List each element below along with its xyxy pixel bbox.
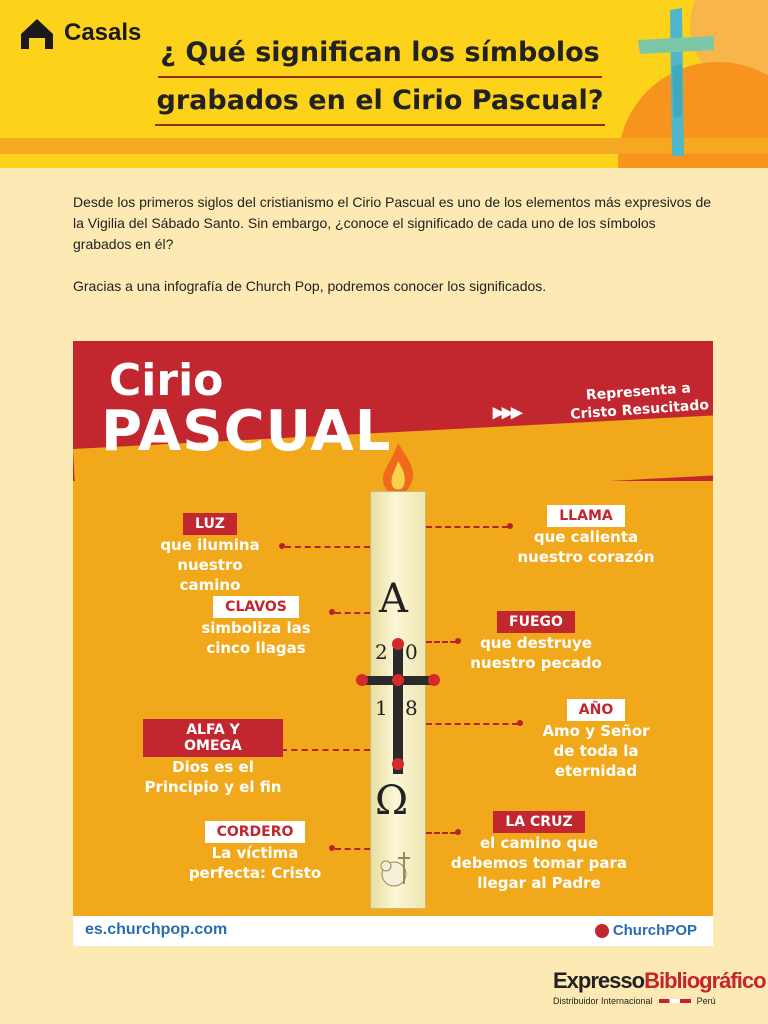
intro-text (73, 192, 713, 297)
alpha-symbol: A (379, 576, 408, 622)
symbol-tag: LUZ (183, 513, 237, 535)
symbol-tag: LA CRUZ (493, 811, 584, 833)
infographic-subtitle: Representa a Cristo Resucitado (569, 380, 710, 423)
churchpop-brand: ChurchPOP (612, 922, 697, 939)
symbol-label-llama (511, 505, 661, 567)
symbol-tag: CLAVOS (213, 596, 299, 618)
symbol-description: que ilumina nuestro camino (160, 536, 260, 594)
symbol-description: el camino que debemos tomar para llegar al Padre (450, 834, 628, 892)
symbol-label-clavos (191, 596, 321, 658)
flame-icon (378, 441, 418, 497)
symbol-description: Dios es el Principio y el fin (144, 758, 282, 796)
symbol-label-cordero (185, 821, 325, 883)
title-line-1: ¿ Qué significan los símbolos (158, 30, 601, 78)
symbol-label-alfa-omega (143, 719, 283, 797)
nail-icon (392, 674, 404, 686)
symbol-description: La víctima perfecta: Cristo (188, 844, 322, 882)
brand-name: Casals (64, 19, 142, 46)
connector (285, 546, 370, 548)
connector-dot (279, 543, 285, 549)
casals-logo[interactable] (18, 14, 141, 52)
symbol-tag: CORDERO (205, 821, 306, 843)
infographic-title-top: Cirio (109, 355, 224, 406)
candle (370, 491, 426, 909)
symbol-label-luz (145, 513, 275, 595)
lamb-icon (374, 844, 424, 894)
connector (335, 848, 370, 850)
footer-brand-name (553, 968, 766, 994)
footer-brand-part2: Bibliográfico (644, 968, 766, 993)
churchpop-logo (595, 922, 697, 939)
symbol-description: Amo y Señor de toda la eternidad (542, 722, 650, 780)
infographic-title-main: PASCUAL (101, 399, 392, 464)
churchpop-url[interactable]: es.churchpop.com (85, 921, 228, 938)
connector (426, 723, 518, 725)
churchpop-icon (595, 924, 609, 938)
nail-icon (428, 674, 440, 686)
symbol-label-ano (521, 699, 671, 781)
casals-logo-icon (18, 14, 56, 52)
year-digit: 1 (375, 696, 388, 720)
arrows-icon: ▸▸▸ (493, 399, 521, 424)
year-digit: 0 (405, 640, 418, 664)
nail-icon (356, 674, 368, 686)
symbol-tag: FUEGO (497, 611, 575, 633)
footer-brand-part1: Expresso (553, 968, 645, 993)
year-digit: 8 (405, 696, 418, 720)
footer-country: Perú (696, 996, 716, 1006)
infographic-footer (73, 916, 713, 946)
connector (281, 749, 370, 751)
nail-icon (392, 638, 404, 650)
intro-paragraph: Gracias a una infografía de Church Pop, podremos conocer los significados. (73, 278, 547, 294)
omega-symbol: Ω (375, 778, 409, 824)
symbol-label-fuego (461, 611, 611, 673)
connector-dot (329, 609, 335, 615)
page-title (150, 30, 610, 126)
symbol-label-la-cruz (449, 811, 629, 893)
peru-flag-icon (659, 999, 691, 1003)
candle-cross-vertical (393, 644, 403, 774)
symbol-description: simboliza las cinco llagas (201, 619, 311, 657)
symbol-tag: LLAMA (547, 505, 624, 527)
connector (335, 612, 370, 614)
cross-icon (636, 6, 716, 156)
intro-paragraph: Desde los primeros siglos del cristianismo el Cirio Pascual es uno de los elementos más expresivos de la Vigilia del Sábado Santo. Sin embargo, ¿conoce el significado de cada uno de los símbolos grabados en él? (73, 194, 712, 252)
expresso-bibliografico-logo (553, 968, 766, 1006)
connector (426, 526, 508, 528)
footer-subtitle-text: Distribuidor Internacional (553, 996, 653, 1006)
symbol-tag: AÑO (567, 699, 625, 721)
symbol-description: que destruye nuestro pecado (470, 634, 602, 672)
connector-dot (329, 845, 335, 851)
symbol-description: que calienta nuestro corazón (517, 528, 655, 566)
page-header (0, 0, 768, 168)
symbol-tag: ALFA Y OMEGA (143, 719, 283, 757)
infographic (73, 341, 713, 946)
title-line-2: grabados en el Cirio Pascual? (155, 78, 606, 126)
year-digit: 2 (375, 640, 388, 664)
nail-icon (392, 758, 404, 770)
connector (426, 641, 456, 643)
footer-brand-subtitle (553, 996, 766, 1006)
